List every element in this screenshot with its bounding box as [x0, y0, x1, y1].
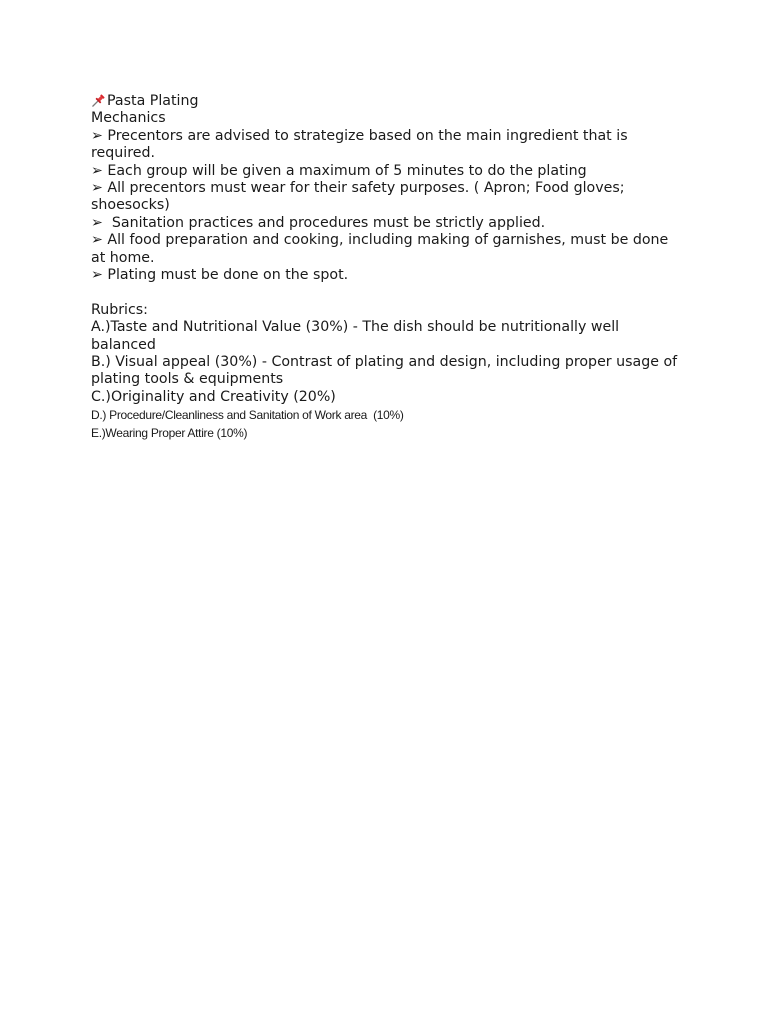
document-title: [91, 93, 681, 110]
document-body: [91, 93, 681, 442]
rubric-item: E.)Wearing Proper Attire (10%): [91, 426, 248, 441]
rubric-item: D.) Procedure/Cleanliness and Sanitation of Work area (10%): [91, 408, 404, 423]
mechanics-item: ➢ All precentors must wear for their safety purposes. ( Apron; Food gloves; shoesocks): [91, 180, 630, 214]
mechanics-item: ➢ All food preparation and cooking, including making of garnishes, must be done at home.: [91, 232, 673, 266]
mechanics-heading: Mechanics: [91, 110, 166, 127]
rubrics-heading: Rubrics:: [91, 301, 148, 318]
rubric-item: A.)Taste and Nutritional Value (30%) - The dish should be nutritionally well balanced: [91, 319, 624, 353]
title-text: Pasta Plating: [107, 93, 199, 109]
mechanics-item: ➢ Sanitation practices and procedures must be strictly applied.: [91, 214, 546, 231]
mechanics-item: ➢ Each group will be given a maximum of 5 minutes to do the plating: [91, 162, 587, 179]
rubric-item: B.) Visual appeal (30%) - Contrast of plating and design, including proper usage of plating tools & equipments: [91, 354, 682, 388]
spacer: [91, 284, 681, 301]
rubric-item: C.)Originality and Creativity (20%): [91, 388, 336, 405]
mechanics-item: ➢ Precentors are advised to strategize based on the main ingredient that is required.: [91, 127, 633, 162]
pushpin-icon: [91, 93, 106, 108]
mechanics-item: ➢ Plating must be done on the spot.: [91, 267, 349, 284]
